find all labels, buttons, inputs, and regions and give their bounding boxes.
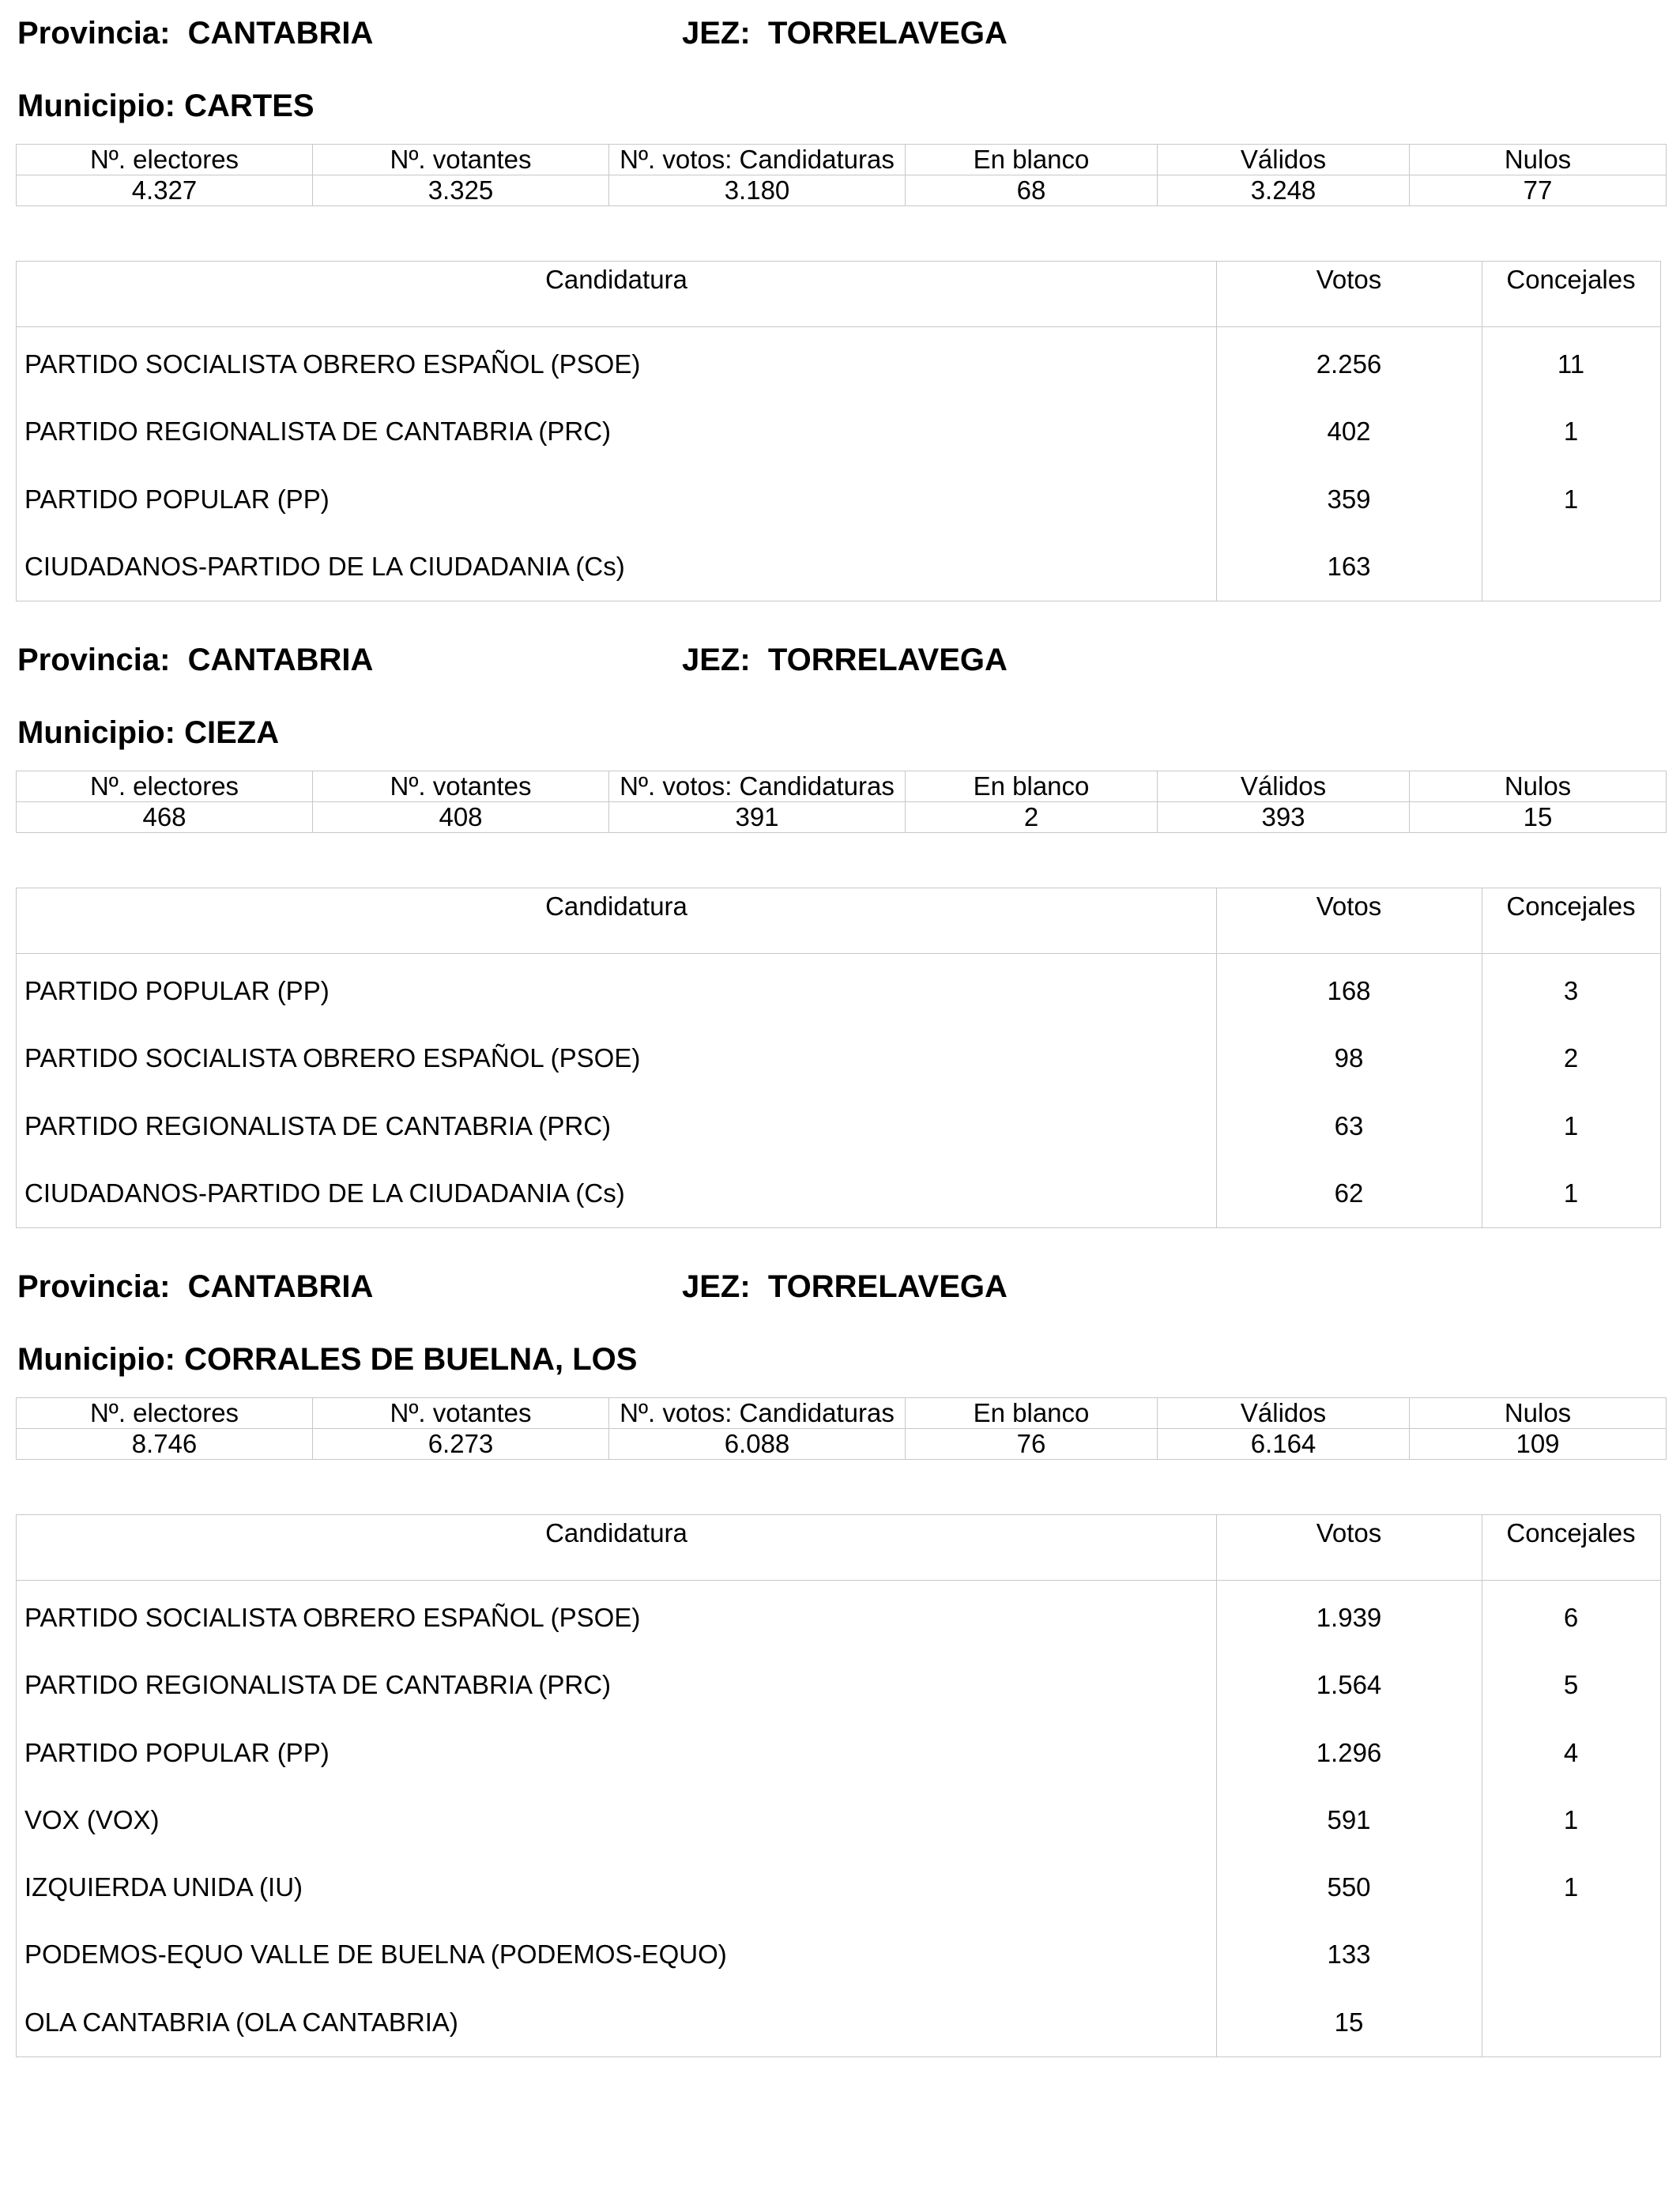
table-row: [17, 394, 1660, 462]
table-row: [17, 327, 1660, 394]
stats-value-cell: 468: [17, 802, 313, 833]
candidatura-name: PARTIDO REGIONALISTA DE CANTABRIA (PRC): [24, 417, 612, 447]
municipio-block: [16, 643, 1661, 1208]
table-row: [17, 1985, 1660, 2053]
candidatura-name: PARTIDO REGIONALISTA DE CANTABRIA (PRC): [24, 1670, 612, 1700]
header-candidatura: Candidatura: [545, 892, 687, 921]
stats-table: [16, 144, 1667, 206]
candidatura-name: PARTIDO POPULAR (PP): [24, 1737, 330, 1767]
municipio-block: [16, 1269, 1661, 2037]
stats-header-cell: Nº. votantes: [313, 145, 609, 175]
concejales-value: 1: [1563, 1872, 1579, 1902]
jez-heading: [682, 643, 1008, 678]
stats-header-cell: En blanco: [906, 145, 1158, 175]
stats-table: [16, 771, 1667, 833]
concejales-value: 2: [1563, 1043, 1579, 1073]
stats-header-row: [17, 145, 1667, 175]
votos-value: 1.939: [1316, 1603, 1382, 1632]
header-concejales: Concejales: [1506, 892, 1636, 921]
stats-header-cell: Nulos: [1410, 771, 1667, 802]
provincia-line: [16, 1269, 1661, 1309]
header-candidatura: Candidatura: [545, 1518, 687, 1547]
concejales-value: 1: [1563, 484, 1579, 514]
votos-value: 163: [1327, 551, 1371, 581]
table-row: [17, 1648, 1660, 1715]
results-body: [17, 327, 1660, 597]
votos-value: 98: [1334, 1043, 1364, 1073]
stats-header-cell: Nº. electores: [17, 1398, 313, 1429]
header-candidatura: Candidatura: [545, 265, 687, 294]
votos-value: 168: [1327, 976, 1371, 1005]
municipio-block: [16, 16, 1661, 581]
results-header-row: [17, 888, 1660, 954]
jez-value: TORRELAVEGA: [767, 1269, 1008, 1304]
header-concejales: Concejales: [1506, 265, 1636, 294]
candidatura-name: IZQUIERDA UNIDA (IU): [24, 1872, 303, 1902]
stats-value-cell: 6.273: [313, 1429, 609, 1460]
table-row: [17, 1089, 1660, 1156]
votos-value: 63: [1334, 1110, 1364, 1140]
stats-table: [16, 1397, 1667, 1460]
stats-value-cell: 6.088: [609, 1429, 906, 1460]
candidatura-name: PARTIDO SOCIALISTA OBRERO ESPAÑOL (PSOE): [24, 1043, 641, 1073]
concejales-value: 4: [1563, 1737, 1579, 1767]
stats-value-cell: 8.746: [17, 1429, 313, 1460]
stats-value-cell: 109: [1410, 1429, 1667, 1460]
results-body: [17, 1581, 1660, 2053]
stats-value-cell: 3.180: [609, 175, 906, 206]
provincia-label: Provincia:: [17, 1269, 171, 1304]
votos-value: 15: [1334, 2007, 1364, 2037]
candidatura-name: PODEMOS-EQUO VALLE DE BUELNA (PODEMOS-EQUO): [24, 1940, 727, 1970]
concejales-value: 1: [1563, 1178, 1579, 1208]
table-row: [17, 1716, 1660, 1783]
provincia-heading: [17, 1269, 373, 1305]
stats-value-cell: 76: [906, 1429, 1158, 1460]
municipio-heading: [17, 89, 315, 124]
jez-heading: [682, 16, 1008, 51]
provincia-label: Provincia:: [17, 643, 171, 677]
results-body: [17, 954, 1660, 1223]
provincia-line: [16, 643, 1661, 682]
table-row: [17, 1850, 1660, 1917]
votos-value: 133: [1327, 1940, 1371, 1970]
stats-value-cell: 391: [609, 802, 906, 833]
provincia-value: CANTABRIA: [187, 643, 374, 677]
table-row: [17, 1917, 1660, 1985]
header-votos: Votos: [1316, 892, 1382, 921]
stats-value-cell: 68: [906, 175, 1158, 206]
stats-header-cell: Válidos: [1158, 1398, 1410, 1429]
stats-header-row: [17, 771, 1667, 802]
stats-header-cell: Nº. electores: [17, 771, 313, 802]
stats-value-cell: 77: [1410, 175, 1667, 206]
header-votos: Votos: [1316, 265, 1382, 294]
municipio-label: Municipio:: [17, 89, 175, 123]
table-row: [17, 1021, 1660, 1088]
stats-header-cell: Nº. votos: Candidaturas: [609, 1398, 906, 1429]
votos-value: 2.256: [1316, 349, 1382, 379]
votos-value: 402: [1327, 417, 1371, 447]
stats-value-cell: 6.164: [1158, 1429, 1410, 1460]
concejales-value: 1: [1563, 1110, 1579, 1140]
municipio-value: CARTES: [184, 89, 315, 123]
results-table: [16, 261, 1661, 601]
candidatura-name: CIUDADANOS-PARTIDO DE LA CIUDADANIA (Cs): [24, 551, 625, 581]
votos-value: 550: [1327, 1872, 1371, 1902]
table-row: [17, 1783, 1660, 1850]
municipio-label: Municipio:: [17, 715, 175, 750]
results-header-row: [17, 1515, 1660, 1581]
stats-header-cell: Nº. votos: Candidaturas: [609, 145, 906, 175]
stats-header-cell: Nº. electores: [17, 145, 313, 175]
results-header-row: [17, 262, 1660, 327]
votos-value: 1.296: [1316, 1737, 1382, 1767]
concejales-value: 3: [1563, 976, 1579, 1005]
header-concejales: Concejales: [1506, 1518, 1636, 1547]
stats-value-cell: 2: [906, 802, 1158, 833]
stats-header-row: [17, 1398, 1667, 1429]
stats-header-cell: Válidos: [1158, 145, 1410, 175]
table-row: [17, 1581, 1660, 1648]
jez-label: JEZ:: [682, 1269, 751, 1304]
stats-value-row: [17, 1429, 1667, 1460]
stats-value-cell: 393: [1158, 802, 1410, 833]
concejales-value: 6: [1563, 1603, 1579, 1632]
concejales-value: 1: [1563, 1804, 1579, 1834]
provincia-heading: [17, 16, 373, 51]
stats-value-cell: 15: [1410, 802, 1667, 833]
municipio-label: Municipio:: [17, 1342, 175, 1377]
stats-header-cell: Nulos: [1410, 145, 1667, 175]
candidatura-name: VOX (VOX): [24, 1804, 160, 1834]
municipio-heading: [17, 1342, 637, 1378]
stats-header-cell: Nº. votantes: [313, 771, 609, 802]
stats-header-cell: En blanco: [906, 771, 1158, 802]
jez-label: JEZ:: [682, 16, 751, 51]
provincia-value: CANTABRIA: [187, 1269, 374, 1304]
table-row: [17, 1156, 1660, 1223]
candidatura-name: CIUDADANOS-PARTIDO DE LA CIUDADANIA (Cs): [24, 1178, 625, 1208]
candidatura-name: PARTIDO SOCIALISTA OBRERO ESPAÑOL (PSOE): [24, 1603, 641, 1632]
jez-value: TORRELAVEGA: [767, 643, 1008, 677]
stats-value-cell: 3.325: [313, 175, 609, 206]
votos-value: 1.564: [1316, 1670, 1382, 1700]
municipio-value: CIEZA: [184, 715, 280, 750]
stats-header-cell: Nº. votantes: [313, 1398, 609, 1429]
concejales-value: 1: [1563, 417, 1579, 447]
stats-header-cell: Nº. votos: Candidaturas: [609, 771, 906, 802]
concejales-value: 5: [1563, 1670, 1579, 1700]
stats-header-cell: Válidos: [1158, 771, 1410, 802]
provincia-value: CANTABRIA: [187, 16, 374, 51]
provincia-heading: [17, 643, 373, 678]
stats-value-cell: 3.248: [1158, 175, 1410, 206]
provincia-line: [16, 16, 1661, 55]
results-table: [16, 888, 1661, 1228]
jez-heading: [682, 1269, 1008, 1305]
votos-value: 591: [1327, 1804, 1371, 1834]
municipio-heading: [17, 715, 279, 751]
votos-value: 62: [1334, 1178, 1364, 1208]
results-table: [16, 1514, 1661, 2057]
stats-header-cell: Nulos: [1410, 1398, 1667, 1429]
table-row: [17, 954, 1660, 1021]
candidatura-name: PARTIDO POPULAR (PP): [24, 976, 330, 1005]
candidatura-name: PARTIDO SOCIALISTA OBRERO ESPAÑOL (PSOE): [24, 349, 641, 379]
jez-value: TORRELAVEGA: [767, 16, 1008, 51]
candidatura-name: PARTIDO REGIONALISTA DE CANTABRIA (PRC): [24, 1110, 612, 1140]
concejales-value: 11: [1557, 349, 1585, 379]
stats-header-cell: En blanco: [906, 1398, 1158, 1429]
table-row: [17, 462, 1660, 530]
stats-value-cell: 408: [313, 802, 609, 833]
candidatura-name: OLA CANTABRIA (OLA CANTABRIA): [24, 2007, 458, 2037]
municipio-value: CORRALES DE BUELNA, LOS: [184, 1342, 638, 1377]
provincia-label: Provincia:: [17, 16, 171, 51]
table-row: [17, 530, 1660, 597]
stats-value-row: [17, 802, 1667, 833]
votos-value: 359: [1327, 484, 1371, 514]
stats-value-row: [17, 175, 1667, 206]
jez-label: JEZ:: [682, 643, 751, 677]
stats-value-cell: 4.327: [17, 175, 313, 206]
header-votos: Votos: [1316, 1518, 1382, 1547]
candidatura-name: PARTIDO POPULAR (PP): [24, 484, 330, 514]
